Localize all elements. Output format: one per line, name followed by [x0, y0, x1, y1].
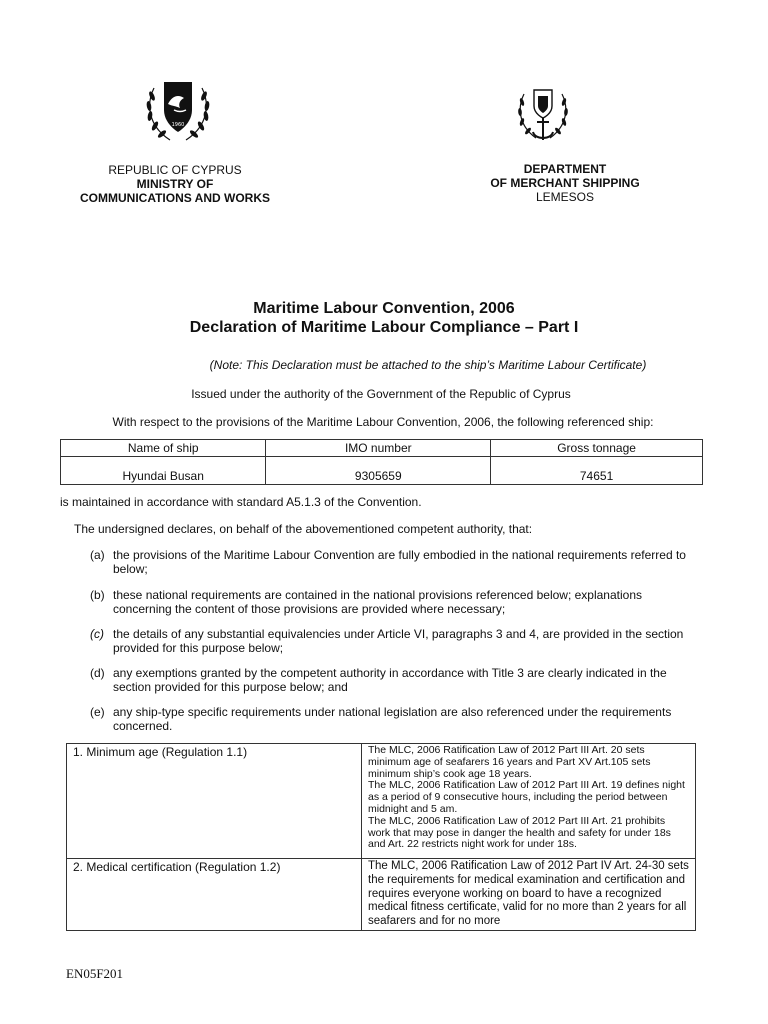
item-label: (c) [90, 627, 104, 641]
imo-number-header: IMO number [266, 440, 491, 457]
ship-details-table [60, 439, 703, 485]
requirement-text: The MLC, 2006 Ratification Law of 2012 Part III Art. 20 sets minimum age of seafarers 16 years and Part XV Art.105 sets minimum ship’s cook age 18 years. The MLC, 2006 Ratification Law of 2012 Part III Art. 19 defines night as a period of 9 consecutive hours, including the period between midnight and 5 am. The MLC, 2006 Ratification Law of 2012 Part III Art. 21 prohibits work that may pose in danger the health and safety for under 18s and Art. 22 restricts night work for under 18s. [362, 744, 696, 859]
item-label: (d) [90, 666, 105, 680]
attachment-note: (Note: This Declaration must be attached to the ship’s Maritime Labour Certificate) [209, 358, 647, 372]
seal-year-text: 1960 [171, 122, 185, 128]
department-line-1: DEPARTMENT [523, 162, 607, 176]
imo-number-value: 9305659 [266, 457, 491, 485]
title-line-2: Declaration of Maritime Labour Compliance – Part I [189, 319, 579, 336]
item-label: (b) [90, 588, 105, 602]
requirement-title: 1. Minimum age (Regulation 1.1) [67, 744, 362, 859]
requirement-text: The MLC, 2006 Ratification Law of 2012 Part IV Art. 24-30 sets the requirements for medical examination and certification and requires everyone working on board to have a recognized medical fitness certificate, valid for no more than 2 years for all seafarers and for no more [362, 859, 696, 931]
title-line-1: Maritime Labour Convention, 2006 [253, 300, 515, 317]
requirement-title: 2. Medical certification (Regulation 1.2) [67, 859, 362, 931]
declaration-item-d [90, 666, 700, 694]
ship-table-value-row [61, 457, 703, 485]
ministry-header [60, 163, 290, 205]
ship-name-header: Name of ship [61, 440, 266, 457]
requirement-row-medical-certification [67, 859, 696, 931]
item-label: (a) [90, 548, 105, 562]
item-text: the provisions of the Maritime Labour Convention are fully embodied in the national requirements referred to below; [113, 548, 686, 576]
ship-name-value: Hyundai Busan [61, 457, 266, 485]
declaration-item-c [90, 627, 700, 655]
item-text: any ship-type specific requirements under national legislation are also referenced under the requirements concerned. [113, 705, 672, 733]
ministry-line-1: REPUBLIC OF CYPRUS [108, 163, 242, 177]
requirements-table [66, 743, 696, 931]
requirement-row-minimum-age [67, 744, 696, 859]
gross-tonnage-header: Gross tonnage [491, 440, 703, 457]
declaration-item-a [90, 548, 700, 576]
document-title [0, 299, 768, 337]
item-text: the details of any substantial equivalencies under Article VI, paragraphs 3 and 4, are provided in the section provided for this purpose below; [113, 627, 684, 655]
issued-statement: Issued under the authority of the Government of the Republic of Cyprus [191, 387, 571, 401]
item-text: these national requirements are contained in the national provisions referenced below; explanations concerning the content of those provisions are provided where necessary; [113, 588, 643, 616]
declaration-item-b [90, 588, 700, 616]
cyprus-coat-of-arms-icon [140, 74, 216, 146]
ship-table-header-row [61, 440, 703, 457]
declares-statement: The undersigned declares, on behalf of the abovementioned competent authority, that: [74, 522, 533, 536]
department-line-3: LEMESOS [535, 190, 595, 204]
department-line-2: OF MERCHANT SHIPPING [490, 176, 640, 190]
merchant-shipping-emblem-icon [514, 84, 572, 148]
item-text: any exemptions granted by the competent authority in accordance with Title 3 are clearly indicated in the section provided for this purpose below; and [113, 666, 667, 694]
department-header [440, 162, 690, 204]
declaration-item-e [90, 705, 700, 733]
ministry-line-3: COMMUNICATIONS AND WORKS [80, 191, 270, 205]
gross-tonnage-value: 74651 [491, 457, 703, 485]
item-label: (e) [90, 705, 105, 719]
maintained-statement: is maintained in accordance with standard A5.1.3 of the Convention. [60, 495, 422, 509]
ministry-line-2: MINISTRY OF [136, 177, 214, 191]
respect-statement: With respect to the provisions of the Maritime Labour Convention, 2006, the following referenced ship: [112, 415, 654, 429]
form-code: EN05F201 [66, 966, 124, 981]
